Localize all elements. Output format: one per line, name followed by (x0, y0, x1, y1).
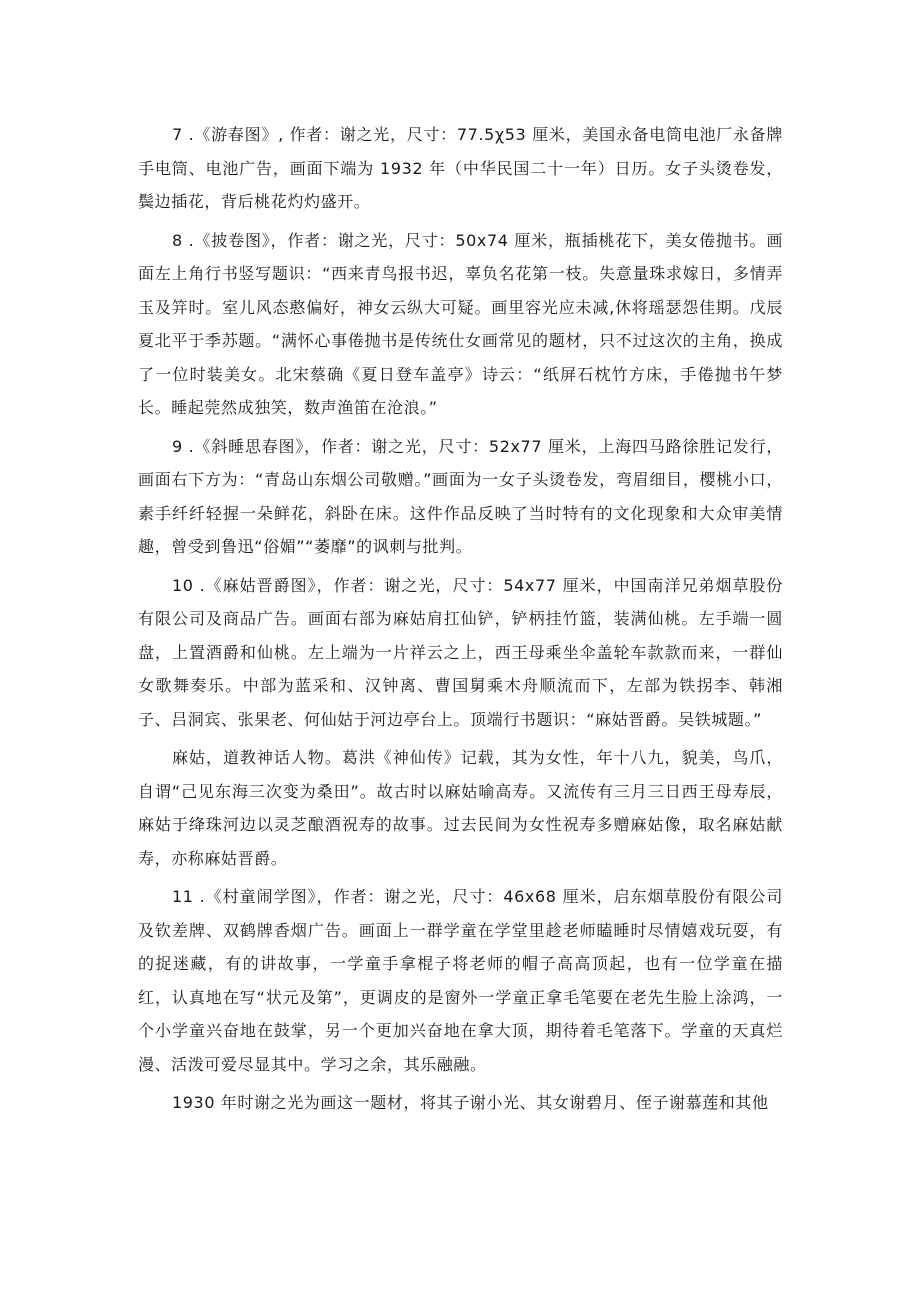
paragraph-1930-note: 1930 年时谢之光为画这一题材，将其子谢小光、其女谢碧月、侄子谢慕莲和其他 (172, 1093, 769, 1112)
paragraph-item-11: 11 .《村童闹学图》，作者：谢之光，尺寸：46x68 厘米，启东烟草股份有限公司及钦差牌、双鹤牌香烟广告。画面上一群学童在学堂里趁老师瞌睡时尽情嬉戏玩耍，有的捉迷藏，有的讲故事，一学童手拿棍子将老师的帽子高高顶起，也有一位学童在描红，认真地在写“状元及第”，更调皮的是窗外一学童正拿毛笔要在老先生脸上涂鸿，一个小学童兴奋地在鼓掌，另一个更加兴奋地在拿大顶，期待着毛笔落下。学童的天真烂漫、活泼可爱尽显其中。学习之余，其乐融融。 (138, 887, 783, 1074)
paragraph-item-10: 10 .《麻姑晋爵图》，作者：谢之光，尺寸：54x77 厘米，中国南洋兄弟烟草股份有限公司及商品广告。画面右部为麻姑肩扛仙铲，铲柄挂竹篮，装满仙桃。左手端一圆盘，上置酒爵和仙桃。左上端为一片祥云之上，西王母乘坐伞盖轮车款款而来，一群仙女歌舞奏乐。中部为蓝采和、汉钟离、曹国舅乘木舟顺流而下，左部为铁拐李、韩湘子、吕洞宾、张果老、何仙姑于河边亭台上。顶端行书题识：“麻姑晋爵。吴铁城题。” (138, 575, 783, 729)
paragraph-magu-note: 麻姑，道教神话人物。葛洪《神仙传》记载，其为女性，年十八九，貌美，鸟爪，自谓“己见东海三次变为桑田”。故古时以麻姑喻高寿。又流传有三月三日西王母寿辰，麻姑于绛珠河边以灵芝酿酒祝寿的故事。过去民间为女性祝寿多赠麻姑像，取名麻姑献寿，亦称麻姑晋爵。 (138, 748, 783, 868)
paragraph-item-8: 8 .《披卷图》，作者：谢之光，尺寸：50x74 厘米，瓶插桃花下，美女倦抛书。画面左上角行书竖写题识：“西来青鸟报书迟，辜负名花第一枝。失意量珠求嫁日，多情弄玉及笄时。室儿风态憨偏好，神女云纵大可疑。画里容光应未减,休将瑶瑟怨佳期。戊辰夏北平于季苏题。“满怀心事倦抛书是传统仕女画常见的题材，只不过这次的主角，换成了一位时装美女。北宋蔡确《夏日登车盖亭》诗云：“纸屏石枕竹方床，手倦抛书午梦长。睡起莞然成独笑，数声渔笛在沧浪。” (138, 230, 783, 417)
paragraph-item-7: 7 .《游春图》, 作者：谢之光，尺寸：77.5χ53 厘米，美国永备电筒电池厂永备牌手电筒、电池广告，画面下端为 1932 年（中华民国二十一年）日历。女子头烫卷发，鬓边插花，背后桃花灼灼盛开。 (138, 125, 783, 211)
paragraph-item-9: 9 .《斜睡思春图》，作者：谢之光，尺寸：52x77 厘米，上海四马路徐胜记发行，画面右下方为：“青岛山东烟公司敬赠。”画面为一女子头烫卷发，弯眉细目，樱桃小口，素手纤纤轻握一朵鲜花，斜卧在床。这件作品反映了当时特有的文化现象和大众审美情趣，曾受到鲁迅“俗媚”“萎靡”的讽刺与批判。 (138, 436, 783, 556)
document-body (138, 118, 783, 1125)
